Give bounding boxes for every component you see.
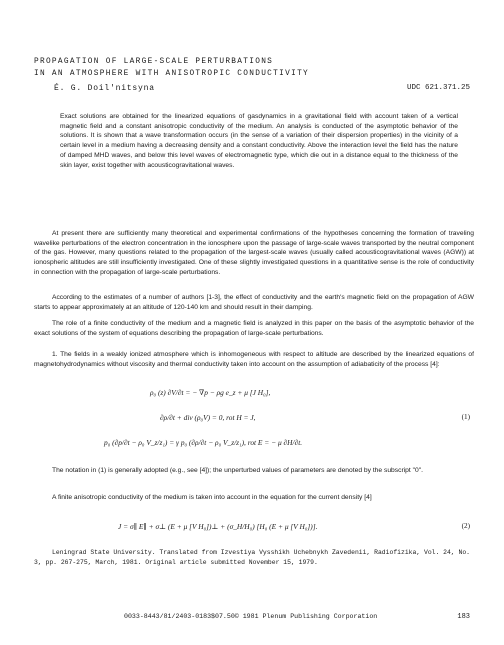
equation-1-line-3: p₀ (∂p/∂t − ρ₀ V_z/z₁) = γ p₀ (∂ρ/∂t − ρ₀ V_z/z₁), rot E = − μ ∂H/∂t. <box>104 438 303 447</box>
paper-title <box>34 56 474 80</box>
paragraph-intro: At present there are sufficiently many theoretical and experimental confirmations of the hypotheses concerning the formation of traveling wavelike perturbations of the electron concentration in the ionosphere upon the passage of large-scale waves transported by the neutral component of the gas. However, many questions related to the propagation of the largest-scale waves (usually called acousticogravitational waves (AGW)) at ionospheric altitudes are still insufficiently investigated. One of these slightly investigated questions in a quantitative sense is the role of conductivity in connection with the propagation of large-scale perturbations. <box>34 230 474 276</box>
paragraph-notation: The notation in (1) is generally adopted (e.g., see [4]); the unperturbed values of parameters are denoted by the subscript "0". <box>52 467 423 474</box>
equation-2: J = σ∥ E∥ + σ⊥ (E + μ [V H₀])⊥ + (σ_H/H₀) [H₀ (E + μ [V H₀])]. <box>118 522 318 531</box>
equation-2-number: (2) <box>461 522 470 530</box>
abstract: Exact solutions are obtained for the linearized equations of gasdynamics in a gravitational field with account taken of a vertical magnetic field and a constant anisotropic conductivity of the medium. An analysis is conducted of the asymptotic behavior of the solutions. It is shown that a wave transformation occurs (in the sense of a variation of their dispersion properties) in the vicinity of a certain level in a medium having a decreasing density and a constant conductivity. Above the interaction level the field has the nature of damped MHD waves, and below this level waves of electromagnetic type, which die out in a distance equal to the thickness of the skin layer, exist together with acousticogravitational waves. <box>60 113 458 169</box>
paragraph-estimates: According to the estimates of a number of authors [1-3], the effect of conductivity and the earth's magnetic field on the propagation of AGW starts to appear approximately at an altitude of 120-140 km and should result in their damping. <box>34 294 474 311</box>
footnote: Leningrad State University. Translated from Izvestiya Vysshikh Uchebnykh Zavedenii, Radiofizika, Vol. 24, No. 3, pp. 267-275, March, 1981. Original article submitted November 15, 1979. <box>34 549 471 566</box>
equation-1-number: (1) <box>461 413 470 421</box>
paragraph-role: The role of a finite conductivity of the medium and a magnetic field is analyzed in this paper on the basis of the asymptotic behavior of the exact solutions of the system of equations describing the propagation of large-scale perturbations. <box>34 320 474 337</box>
udc-code: UDC 621.371.25 <box>406 84 470 92</box>
paragraph-section-1: 1. The fields in a weakly ionized atmosphere which is inhomogeneous with respect to altitude are described by the linearized equations of magnetohydrodynamics without viscosity and thermal conductivity taken into account on the assumption of adiabaticity of the process [4]: <box>34 351 474 368</box>
paragraph-conductivity: A finite anisotropic conductivity of the medium is taken into account in the equation for the current density [4] <box>52 494 372 501</box>
equation-1-line-2: ∂ρ/∂t + div (ρ₀V) = 0, rot H = J, <box>160 413 256 422</box>
copyright-line: 0033-8443/81/2403-0183$07.50© 1981 Plenum Publishing Corporation <box>124 613 378 620</box>
page-number: 183 <box>457 613 470 621</box>
author-name: É. G. Doil'nitsyna <box>54 84 155 93</box>
title-line-2: IN AN ATMOSPHERE WITH ANISOTROPIC CONDUCTIVITY <box>34 70 310 78</box>
equation-1-line-1: ρ₀ (z) ∂V/∂t = − ∇p − ρg e_z + μ [J H₀], <box>150 388 271 397</box>
title-line-1: PROPAGATION OF LARGE-SCALE PERTURBATIONS <box>34 58 274 66</box>
